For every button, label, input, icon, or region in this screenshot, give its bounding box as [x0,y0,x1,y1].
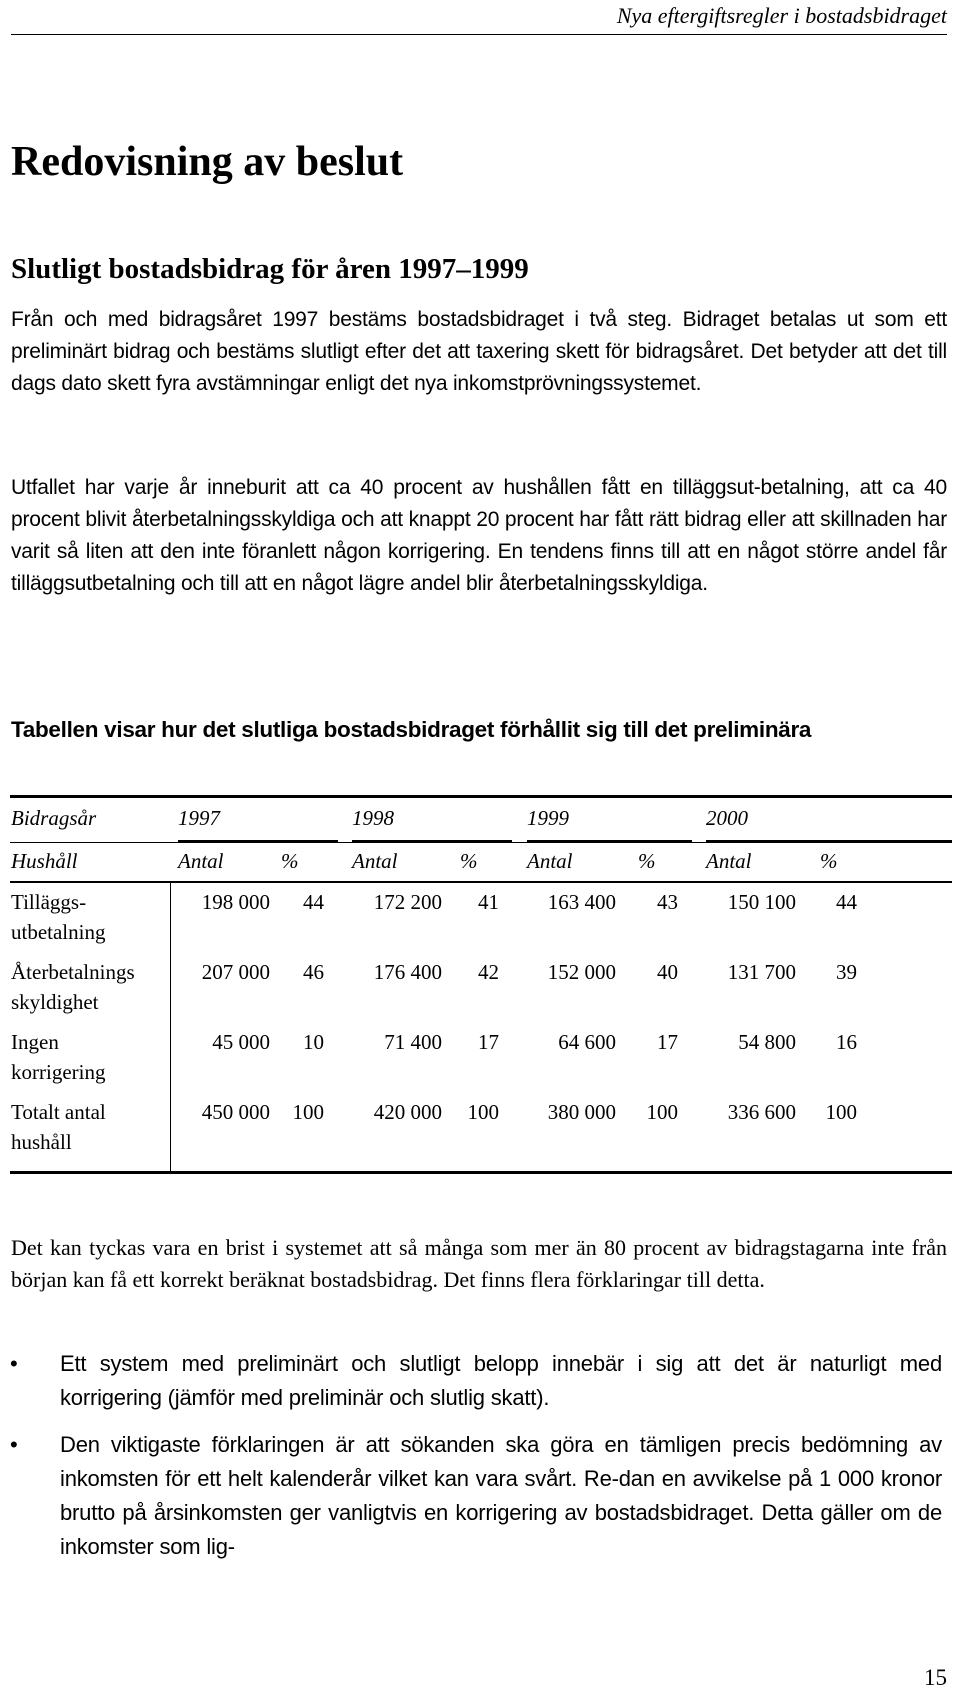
section-title: Slutligt bostadsbidrag för åren 1997–1999 [11,253,529,285]
row-label: Tilläggs- [11,890,87,914]
table-cell: 54 800 [738,1030,796,1054]
household-header-label: Hushåll [11,849,78,873]
year-header-label: Bidragsår [11,806,97,830]
subsidy-table [0,795,960,1175]
bullet-icon: • [10,1432,18,1457]
table-cell: 17 [657,1030,678,1054]
paragraph-discussion: Det kan tyckas vara en brist i systemet att så många som mer än 80 procent av bidragstagarna inte från början kan få ett korrekt beräknat bostadsbidrag. Det finns flera förklaringar till detta. [11,1235,947,1292]
table-cell: 100 [292,1100,324,1124]
percent-header: % [460,849,478,873]
list-item [0,1347,942,1415]
table-cell: 152 000 [547,960,616,984]
count-header: Antal [178,849,224,873]
table-top-rule [10,795,952,798]
running-header [0,0,960,34]
table-cell: 100 [467,1100,499,1124]
table-cell: 198 000 [201,890,270,914]
table-cell: 64 600 [558,1030,616,1054]
table-cell: 100 [825,1100,857,1124]
table-cell: 44 [836,890,857,914]
table-cell: 17 [478,1030,499,1054]
row-label: skyldighet [11,990,99,1014]
table-cell: 176 400 [373,960,442,984]
table-cell: 42 [478,960,499,984]
table-cell: 39 [836,960,857,984]
running-title: Nya eftergiftsregler i bostadsbidraget [616,3,947,28]
table-cell: 131 700 [727,960,796,984]
table-cell: 380 000 [547,1100,616,1124]
row-label: Ingen [11,1030,59,1054]
table-cell: 163 400 [547,890,616,914]
header-rule [11,34,947,35]
row-label: hushåll [11,1130,72,1154]
column-header-rule [10,881,952,883]
paragraph-outcome: Utfallet har varje år inneburit att ca 40 procent av hushållen fått en tilläggsut-betalning, att ca 40 procent blivit återbetalningsskyldiga och att knappt 20 procent har fått rätt bidrag eller att skillnaden har varit så liten att den inte föranlett någon korrigering. En tendens finns till att en något större andel får tilläggsutbetalning och till att en något lägre andel blir återbetalningsskyldiga. [11,476,947,595]
page-number: 15 [924,1665,947,1690]
list-item-text: Ett system med preliminärt och slutligt belopp innebär i sig att det är naturligt med korrigering (jämför med preliminär och slutlig skatt). [60,1351,942,1410]
row-label: Återbetalnings [11,960,135,984]
table-cell: 44 [303,890,324,914]
list-item [0,1428,942,1564]
paragraph-intro: Från och med bidragsåret 1997 bestäms bostadsbidraget i två steg. Bidraget betalas ut som ett preliminärt bidrag och bestäms slutligt efter det att taxering skett för bidragsåret. Det betyder att det till dags dato skett fyra avstämningar enligt det nya inkomstprövningssystemet. [11,308,947,395]
percent-header: % [820,849,838,873]
table-cell: 71 400 [384,1030,442,1054]
table-cell: 41 [478,890,499,914]
year-header: 1998 [352,806,394,830]
table-cell: 336 600 [727,1100,796,1124]
count-header: Antal [706,849,752,873]
table-cell: 420 000 [373,1100,442,1124]
list-item-text: Den viktigaste förklaringen är att sökanden ska göra en tämligen precis bedömning av inkomsten för ett helt kalenderår vilket kan vara svårt. Re-dan en avvikelse på 1 000 kronor brutto på årsinkomsten ger vanligtvis en korrigering av bostadsbidraget. Detta gäller om de inkomster som lig- [60,1432,942,1559]
row-label: korrigering [11,1060,106,1084]
page-title: Redovisning av beslut [11,139,404,185]
table-caption: Tabellen visar hur det slutliga bostadsbidraget förhållit sig till det preliminära [11,717,812,742]
table-cell: 150 100 [727,890,796,914]
table-cell: 10 [303,1030,324,1054]
header-underline [10,842,952,843]
table-cell: 207 000 [201,960,270,984]
table-cell: 16 [836,1030,857,1054]
percent-header: % [281,849,299,873]
bullet-icon: • [10,1351,18,1376]
label-column-divider [170,883,171,1173]
table-cell: 43 [657,890,678,914]
table-cell: 45 000 [212,1030,270,1054]
year-header: 2000 [706,806,748,830]
percent-header: % [638,849,656,873]
year-header: 1997 [178,806,220,830]
table-cell: 46 [303,960,324,984]
count-header: Antal [527,849,573,873]
row-label: Totalt antal [11,1100,106,1124]
explanation-list [0,1347,960,1577]
table-cell: 450 000 [201,1100,270,1124]
year-header: 1999 [527,806,569,830]
row-label: utbetalning [11,920,106,944]
count-header: Antal [352,849,398,873]
table-cell: 172 200 [373,890,442,914]
table-bottom-rule [10,1171,952,1174]
table-cell: 40 [657,960,678,984]
table-cell: 100 [646,1100,678,1124]
